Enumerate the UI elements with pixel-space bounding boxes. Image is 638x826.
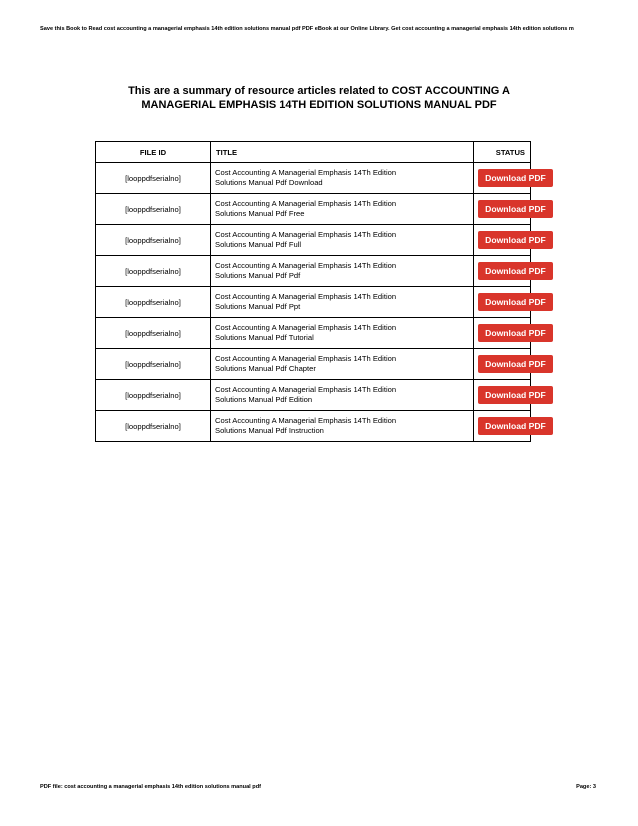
file-id-cell: [looppdfserialno]	[96, 318, 211, 349]
title-line-2: Solutions Manual Pdf Chapter	[215, 364, 316, 373]
title-line-1: Cost Accounting A Managerial Emphasis 14Th Edition	[215, 323, 397, 332]
status-cell	[474, 287, 546, 318]
file-id-cell: [looppdfserialno]	[96, 256, 211, 287]
status-cell	[474, 318, 546, 349]
status-cell	[474, 163, 546, 194]
download-pdf-button[interactable]: Download PDF	[478, 324, 553, 342]
download-pdf-button[interactable]: Download PDF	[478, 417, 553, 435]
download-pdf-button[interactable]: Download PDF	[478, 386, 553, 404]
file-id-cell: [looppdfserialno]	[96, 163, 211, 194]
title-line-1: Cost Accounting A Managerial Emphasis 14Th Edition	[215, 385, 397, 394]
status-cell	[474, 411, 546, 442]
promo-header-text: Save this Book to Read cost accounting a managerial emphasis 14th edition solutions manual pdf PDF eBook at our Online Library. Get cost accounting a managerial emphasis 14th edition solutions m	[40, 26, 574, 32]
table-row	[96, 318, 531, 349]
file-id-cell: [looppdfserialno]	[96, 380, 211, 411]
status-cell	[474, 225, 546, 256]
summary-heading-line-1: This are a summary of resource articles related to COST ACCOUNTING A	[128, 85, 510, 97]
resource-table	[95, 141, 546, 442]
title-cell	[211, 256, 474, 287]
summary-heading	[0, 84, 638, 112]
title-cell	[211, 287, 474, 318]
file-id-cell: [looppdfserialno]	[96, 225, 211, 256]
title-cell	[211, 411, 474, 442]
status-cell	[474, 380, 546, 411]
title-line-2: Solutions Manual Pdf Pdf	[215, 271, 301, 280]
status-cell	[474, 256, 546, 287]
title-cell	[211, 163, 474, 194]
title-cell	[211, 318, 474, 349]
title-line-1: Cost Accounting A Managerial Emphasis 14Th Edition	[215, 199, 397, 208]
title-line-2: Solutions Manual Pdf Tutorial	[215, 333, 314, 342]
title-line-2: Solutions Manual Pdf Edition	[215, 395, 313, 404]
footer-page-number: Page: 3	[576, 784, 596, 790]
title-line-2: Solutions Manual Pdf Download	[215, 178, 323, 187]
title-line-1: Cost Accounting A Managerial Emphasis 14Th Edition	[215, 261, 397, 270]
download-pdf-button[interactable]: Download PDF	[478, 200, 553, 218]
download-pdf-button[interactable]: Download PDF	[478, 169, 553, 187]
download-pdf-button[interactable]: Download PDF	[478, 293, 553, 311]
table-row	[96, 380, 531, 411]
title-line-2: Solutions Manual Pdf Full	[215, 240, 302, 249]
file-id-cell: [looppdfserialno]	[96, 287, 211, 318]
table-row	[96, 194, 531, 225]
title-line-1: Cost Accounting A Managerial Emphasis 14Th Edition	[215, 168, 397, 177]
table-row	[96, 287, 531, 318]
table-row	[96, 256, 531, 287]
table-row	[96, 349, 531, 380]
title-line-1: Cost Accounting A Managerial Emphasis 14Th Edition	[215, 292, 397, 301]
summary-heading-line-2: MANAGERIAL EMPHASIS 14TH EDITION SOLUTIONS MANUAL PDF	[141, 99, 497, 111]
file-id-cell: [looppdfserialno]	[96, 194, 211, 225]
file-id-cell: [looppdfserialno]	[96, 349, 211, 380]
status-cell	[474, 194, 546, 225]
footer-file-name: PDF file: cost accounting a managerial emphasis 14th edition solutions manual pdf	[40, 784, 261, 790]
title-line-2: Solutions Manual Pdf Free	[215, 209, 305, 218]
title-cell	[211, 380, 474, 411]
title-cell	[211, 194, 474, 225]
table-row	[96, 225, 531, 256]
download-pdf-button[interactable]: Download PDF	[478, 355, 553, 373]
title-line-1: Cost Accounting A Managerial Emphasis 14Th Edition	[215, 416, 397, 425]
download-pdf-button[interactable]: Download PDF	[478, 262, 553, 280]
column-header-file-id: FILE ID	[96, 142, 211, 163]
status-cell	[474, 349, 546, 380]
column-header-status: STATUS	[474, 142, 531, 163]
title-line-1: Cost Accounting A Managerial Emphasis 14Th Edition	[215, 354, 397, 363]
file-id-cell: [looppdfserialno]	[96, 411, 211, 442]
table-header-row	[96, 142, 531, 163]
table-row	[96, 163, 531, 194]
column-header-title: TITLE	[211, 142, 474, 163]
table-row	[96, 411, 531, 442]
title-line-2: Solutions Manual Pdf Instruction	[215, 426, 324, 435]
download-pdf-button[interactable]: Download PDF	[478, 231, 553, 249]
title-cell	[211, 225, 474, 256]
title-line-1: Cost Accounting A Managerial Emphasis 14Th Edition	[215, 230, 397, 239]
title-line-2: Solutions Manual Pdf Ppt	[215, 302, 301, 311]
title-cell	[211, 349, 474, 380]
